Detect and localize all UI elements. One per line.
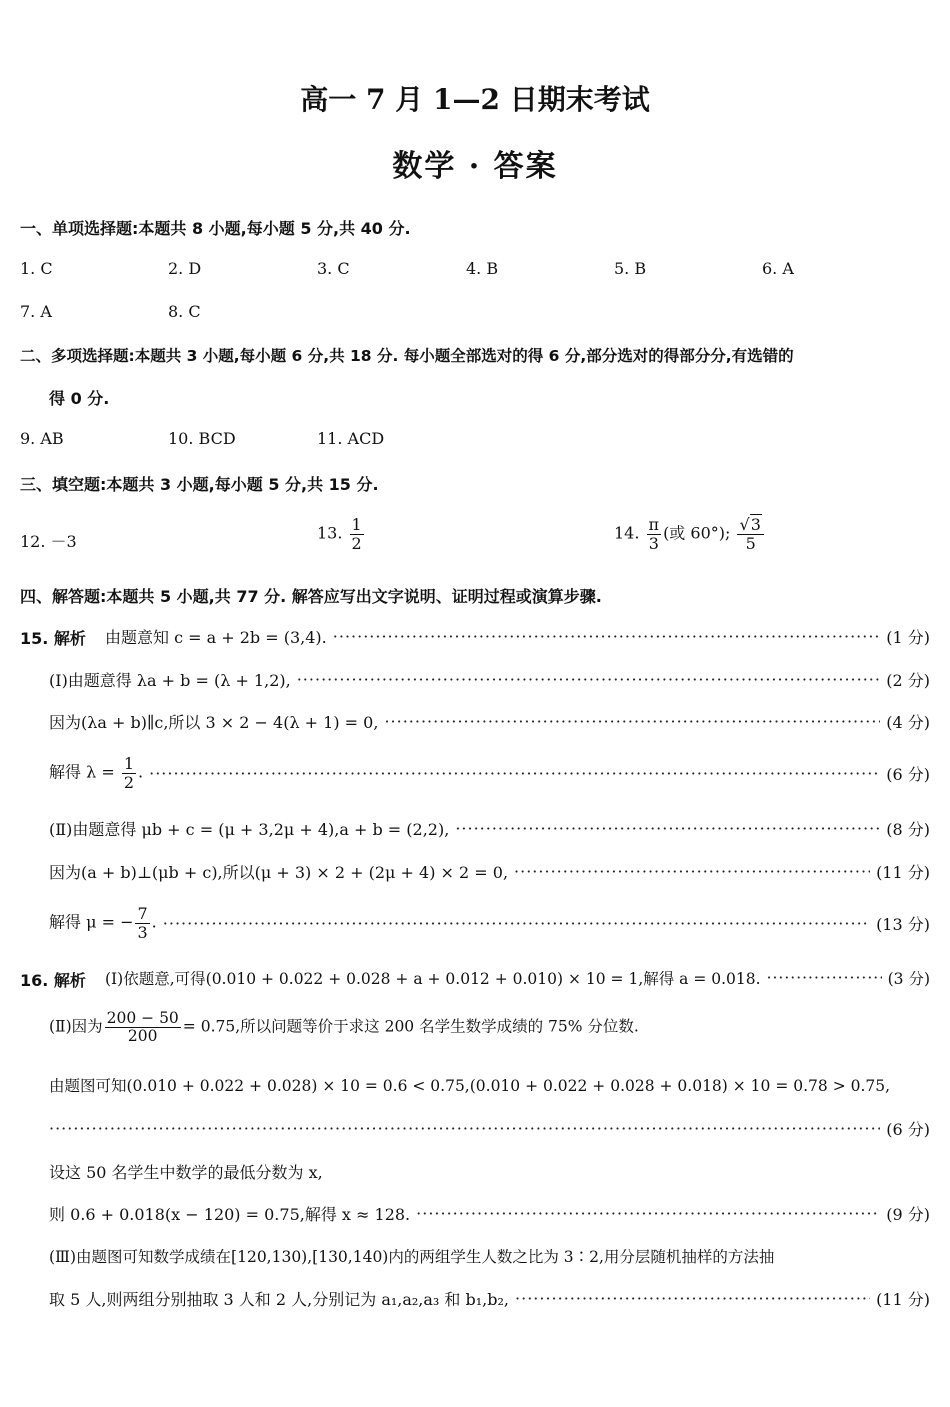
answer-q6: 6. A [762, 259, 794, 278]
q16-step-4 [49, 1116, 930, 1140]
section-heading-multi-choice: 二、多项选择题:本题共 3 小题,每小题 6 分,共 18 分. 每小题全部选对的得 6 分,部分选对的得部分分,有选错的 [20, 347, 794, 365]
step-score: (6 分) [886, 764, 930, 784]
q16-step-6 [49, 1201, 930, 1225]
sqrt-radicand: 3 [750, 515, 761, 534]
page-subtitle: 数学 · 答案 [392, 149, 558, 184]
answer-q14-alt: (或 60°); [663, 523, 731, 543]
step-score: (11 分) [876, 1289, 930, 1309]
q15-tag: 15. 解析 [20, 629, 86, 648]
q16-step-8 [49, 1286, 930, 1310]
section-heading-solutions: 四、解答题:本题共 5 小题,共 77 分. 解答应写出文字说明、证明过程或演算步骤. [20, 587, 602, 606]
leader-dots [416, 1204, 880, 1223]
step-text: 解得 μ = − $\frac{7}{3}$ . [49, 903, 157, 942]
fraction-numerator: 1 [351, 515, 362, 534]
answer-q7: 7. A [20, 302, 52, 321]
leader-dots [163, 914, 870, 933]
fraction-numerator: π [648, 515, 660, 534]
section-heading-fill-blank: 三、填空题:本题共 3 小题,每小题 5 分,共 15 分. [20, 475, 379, 494]
answer-q8: 8. C [168, 302, 201, 321]
fraction-denominator: 3 [137, 922, 148, 942]
step-score: (6 分) [886, 1119, 930, 1139]
section-heading-single-choice: 一、单项选择题:本题共 8 小题,每小题 5 分,共 40 分. [20, 219, 411, 238]
fraction-numerator: √3 [737, 516, 763, 535]
step-text-prefix: 解得 λ = [49, 762, 115, 782]
q16-step-3: 由题图可知(0.010 + 0.022 + 0.028) × 10 = 0.6 < 0.75,(0.010 + 0.022 + 0.028 + 0.018) × 10 = 0.78 > 0.75, [49, 1077, 891, 1095]
leader-dots [333, 627, 880, 646]
fraction-sqrt3-over-5 [737, 516, 763, 552]
fraction-numerator: 7 [137, 903, 148, 923]
leader-dots [149, 764, 880, 783]
step-score: (1 分) [886, 627, 930, 647]
step-text: (Ⅰ)依题意,可得(0.010 + 0.022 + 0.028 + a + 0.012 + 0.010) × 10 = 1,解得 a = 0.018. [105, 970, 761, 988]
section-heading-multi-choice-cont: 得 0 分. [49, 389, 110, 408]
leader-dots [767, 969, 882, 987]
step-score: (3 分) [887, 970, 930, 988]
answer-q9: 9. AB [20, 429, 64, 448]
leader-dots [297, 670, 881, 689]
fraction-numerator: 200 − 50 [106, 1009, 179, 1027]
answer-q2: 2. D [168, 259, 202, 278]
q16-step-7: (Ⅲ)由题图可知数学成绩在[120,130),[130,140)内的两组学生人数之比为 3∶2,用分层随机抽样的方法抽 [49, 1248, 775, 1266]
answer-q14 [614, 516, 766, 552]
step-text: 解得 λ = $\frac{1}{2}$ . [49, 753, 144, 792]
q15-step-3 [49, 709, 930, 733]
q16-step-5: 设这 50 名学生中数学的最低分数为 x, [49, 1163, 323, 1182]
fraction-pi-over-3 [647, 516, 662, 552]
step-text: (Ⅰ)由题意得 λa + b = (λ + 1,2), [49, 670, 291, 690]
fraction-denominator: 2 [123, 772, 135, 792]
step-text: 则 0.6 + 0.018(x − 120) = 0.75,解得 x ≈ 128. [49, 1204, 411, 1224]
fraction-denominator: 3 [648, 533, 659, 553]
answer-q4: 4. B [466, 259, 499, 278]
fraction-numerator: 1 [123, 753, 135, 773]
step-score: (11 分) [876, 862, 930, 882]
step-text: 因为(a + b)⊥(μb + c),所以(μ + 3) × 2 + (2μ + 4) × 2 = 0, [49, 862, 509, 882]
q15-step-2 [49, 667, 930, 691]
q15-step-5 [49, 816, 930, 840]
leader-dots [455, 819, 880, 838]
q16-step-2 [49, 1010, 639, 1045]
leader-dots [384, 712, 880, 731]
q15-step-6 [49, 859, 930, 883]
q16-tag: 16. 解析 [20, 971, 86, 990]
answer-q13 [317, 516, 366, 552]
step-text-prefix: (Ⅱ)因为 [49, 1017, 103, 1036]
step-score: (13 分) [876, 914, 930, 934]
fraction-lambda [122, 755, 136, 791]
step-text-prefix: 解得 μ = − [49, 912, 134, 932]
fraction-ratio [105, 1010, 181, 1045]
step-score: (9 分) [886, 1204, 930, 1224]
step-score: (2 分) [886, 670, 930, 690]
page-title: 高一 7 月 1—2 日期末考试 [300, 83, 650, 116]
step-text: (Ⅱ)由题意得 μb + c = (μ + 3,2μ + 4),a + b = (2,2), [49, 819, 450, 839]
leader-dots [49, 1119, 880, 1138]
answer-q3: 3. C [317, 259, 350, 278]
step-text-suffix: = 0.75,所以问题等价于求这 200 名学生数学成绩的 75% 分位数. [182, 1017, 639, 1036]
fraction-denominator: 200 [127, 1027, 158, 1046]
step-text: 由题意知 c = a + 2b = (3,4). [105, 627, 327, 647]
answer-q14-label: 14. [614, 523, 640, 543]
leader-dots [514, 862, 870, 881]
fraction-denominator: 2 [351, 533, 362, 553]
q16-step-1 [105, 966, 930, 990]
q15-step-7 [49, 902, 930, 944]
step-text: 因为(λa + b)∥c,所以 3 × 2 − 4(λ + 1) = 0, [49, 712, 379, 732]
answer-q10: 10. BCD [168, 429, 236, 448]
answer-q11: 11. ACD [317, 429, 385, 448]
answer-q12: 12. －3 [20, 532, 77, 551]
step-score: (8 分) [886, 819, 930, 839]
q15-step-4 [49, 752, 930, 794]
answer-q5: 5. B [614, 259, 647, 278]
fraction-mu [135, 905, 149, 941]
answer-q13-label: 13. [317, 523, 343, 543]
leader-dots [515, 1289, 870, 1308]
step-score: (4 分) [886, 712, 930, 732]
answer-q1: 1. C [20, 259, 53, 278]
fraction-one-half [350, 516, 364, 552]
fraction-denominator: 5 [745, 533, 756, 553]
step-text: 取 5 人,则两组分别抽取 3 人和 2 人,分别记为 a₁,a₂,a₃ 和 b₁,b₂, [49, 1289, 510, 1309]
q15-step-1 [105, 624, 930, 648]
